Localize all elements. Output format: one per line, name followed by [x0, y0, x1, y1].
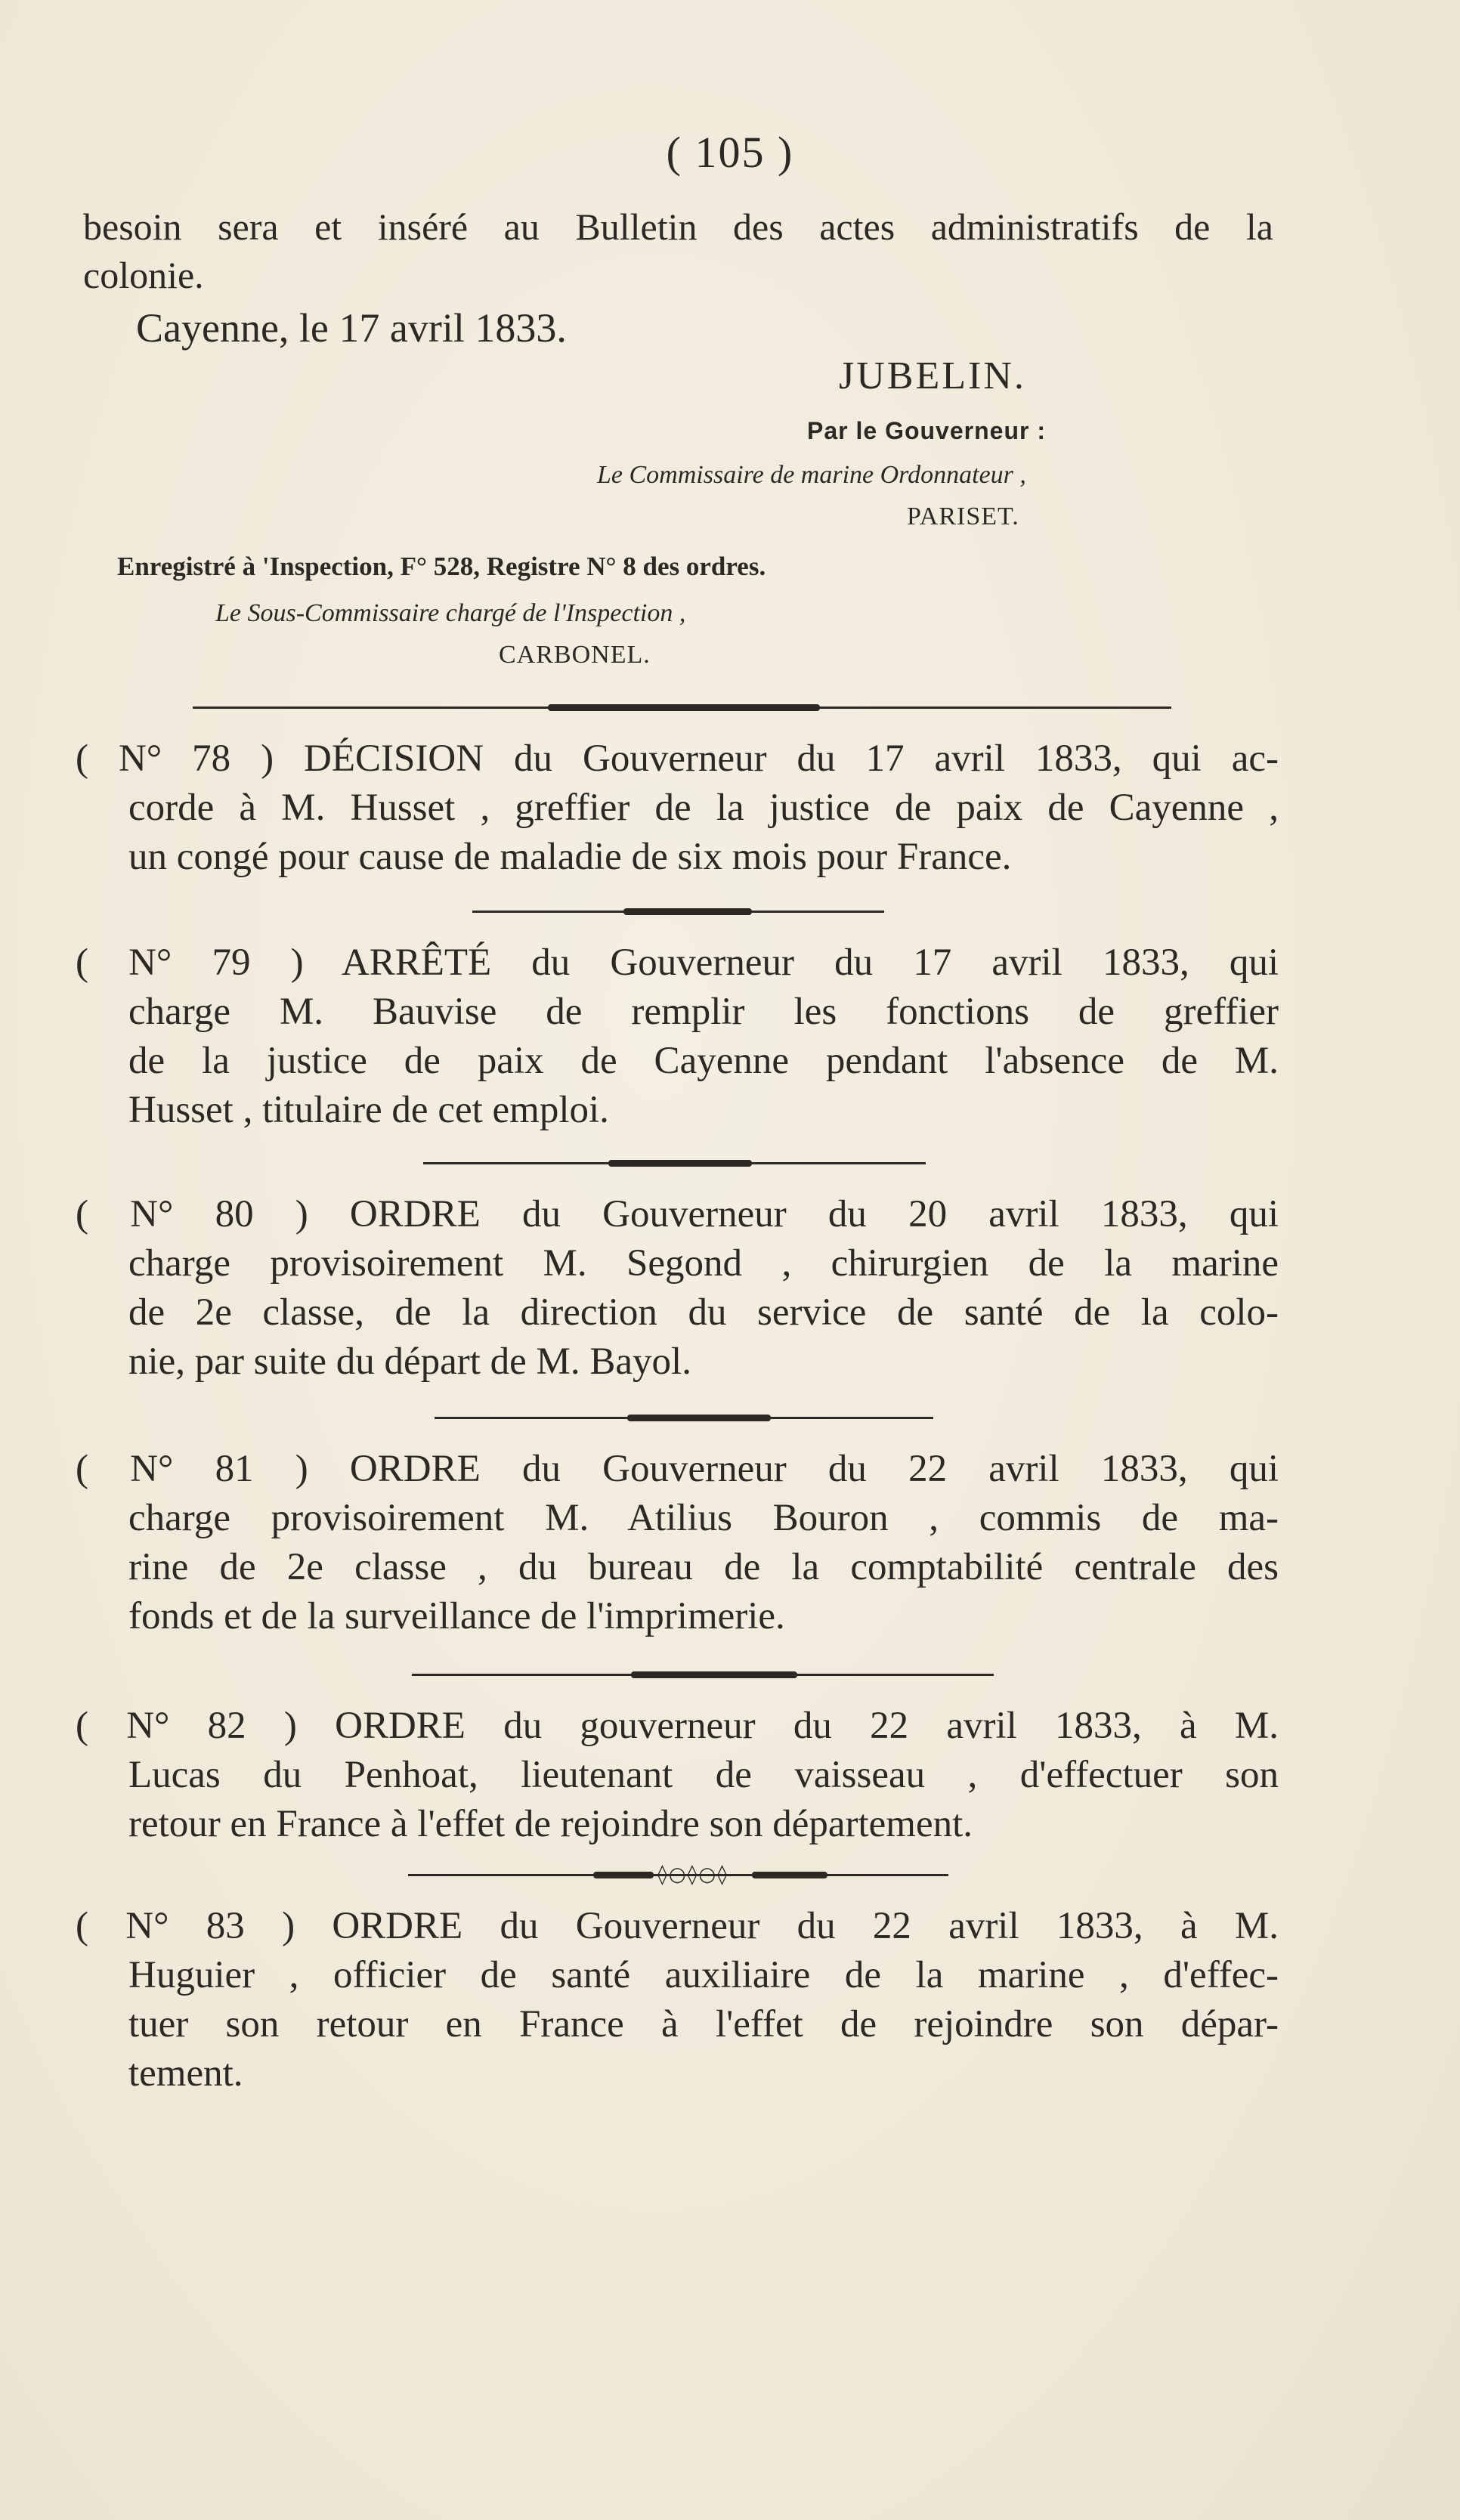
entry-79-line-3: de la justice de paix de Cayenne pendant l'absence de M.: [128, 1040, 1279, 1082]
entry-78-line-3: un congé pour cause de maladie de six mois pour France.: [128, 836, 1012, 878]
entry-80-line-3: de 2e classe, de la direction du service de santé de la colo-: [128, 1291, 1279, 1334]
entry-82-line-2: Lucas du Penhoat, lieutenant de vaisseau , d'effectuer son: [128, 1754, 1279, 1796]
commissaire-name: PARISET.: [907, 502, 1019, 530]
sous-commissaire-title: Le Sous-Commissaire chargé de l'Inspection ,: [215, 599, 686, 627]
intro-line-1: besoin sera et inséré au Bulletin des actes administratifs de la: [83, 206, 1273, 248]
date-line: Cayenne, le 17 avril 1833.: [136, 305, 567, 351]
separator-rule: [412, 1674, 994, 1676]
entry-78-line-1: ( N° 78 ) DÉCISION du Gouverneur du 17 avril 1833, qui ac-: [76, 737, 1279, 780]
separator-rule: [423, 1162, 926, 1164]
by-governor-label: Par le Gouverneur :: [807, 417, 1046, 444]
entry-81-line-1: ( N° 81 ) ORDRE du Gouverneur du 22 avril 1833, qui: [76, 1448, 1279, 1490]
separator-rule: [193, 707, 1171, 709]
registration-line: Enregistré à 'Inspection, F° 528, Registre N° 8 des ordres.: [117, 552, 766, 581]
sous-commissaire-name: CARBONEL.: [499, 641, 651, 669]
separator-rule-ornament: ◊○◊○◊: [408, 1874, 948, 1876]
entry-78-line-2: corde à M. Husset , greffier de la justice de paix de Cayenne ,: [128, 787, 1279, 829]
entry-81-line-2: charge provisoirement M. Atilius Bouron , commis de ma-: [128, 1497, 1279, 1539]
entry-79-line-4: Husset , titulaire de cet emploi.: [128, 1089, 609, 1131]
page-number: ( 105 ): [666, 128, 794, 177]
entry-82-line-3: retour en France à l'effet de rejoindre son département.: [128, 1803, 973, 1845]
entry-83-line-4: tement.: [128, 2052, 243, 2095]
entry-79-line-2: charge M. Bauvise de remplir les fonctions de greffier: [128, 991, 1279, 1033]
entry-83-line-2: Huguier , officier de santé auxiliaire de la marine , d'effec-: [128, 1954, 1279, 1996]
entry-82-line-1: ( N° 82 ) ORDRE du gouverneur du 22 avril 1833, à M.: [76, 1705, 1279, 1747]
entry-80-line-2: charge provisoirement M. Segond , chirurgien de la marine: [128, 1242, 1279, 1285]
entry-81-line-4: fonds et de la surveillance de l'imprimerie.: [128, 1595, 785, 1637]
intro-line-2: colonie.: [83, 254, 204, 296]
commissaire-title: Le Commissaire de marine Ordonnateur ,: [597, 461, 1026, 489]
governor-signature: JUBELIN.: [839, 354, 1026, 397]
entry-80-line-4: nie, par suite du départ de M. Bayol.: [128, 1340, 691, 1383]
entry-81-line-3: rine de 2e classe , du bureau de la comptabilité centrale des: [128, 1546, 1279, 1588]
entry-83-line-3: tuer son retour en France à l'effet de rejoindre son dépar-: [128, 2003, 1279, 2045]
entry-83-line-1: ( N° 83 ) ORDRE du Gouverneur du 22 avril 1833, à M.: [76, 1905, 1279, 1947]
entry-79-line-1: ( N° 79 ) ARRÊTÉ du Gouverneur du 17 avril 1833, qui: [76, 942, 1279, 984]
entry-80-line-1: ( N° 80 ) ORDRE du Gouverneur du 20 avril 1833, qui: [76, 1193, 1279, 1235]
separator-rule: [435, 1417, 933, 1419]
separator-rule: [472, 911, 884, 913]
